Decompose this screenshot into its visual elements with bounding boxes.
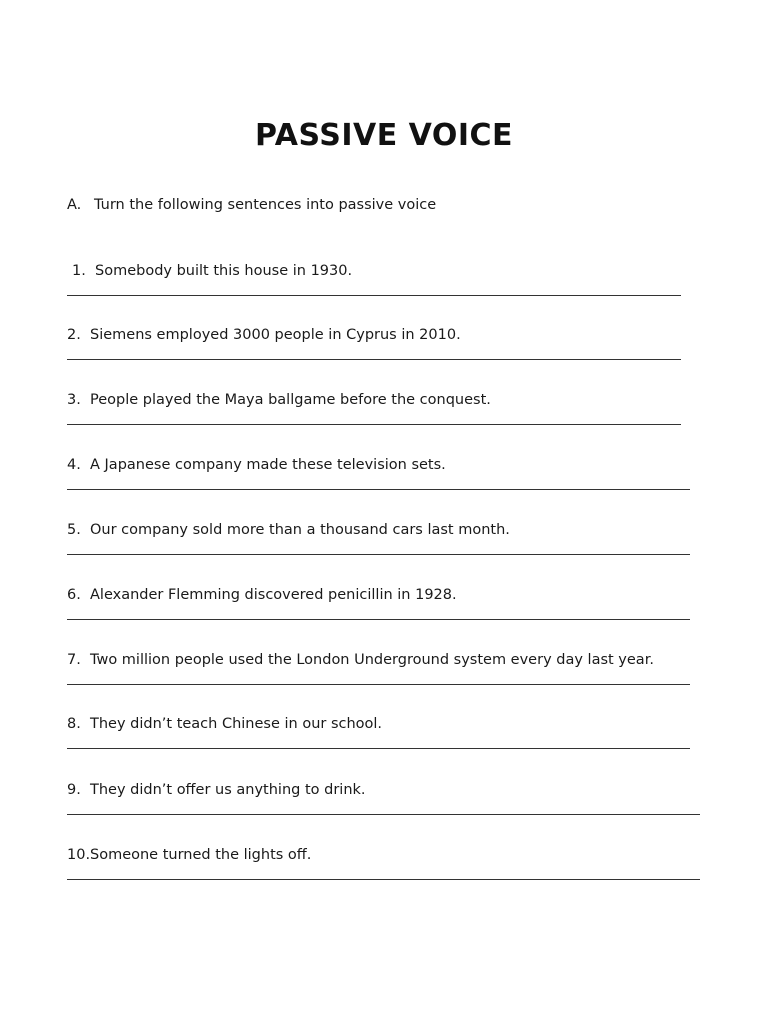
question-item bbox=[67, 520, 707, 555]
question-text bbox=[67, 325, 707, 345]
question-sentence: Someone turned the lights off. bbox=[90, 847, 312, 863]
question-number: 5. bbox=[67, 522, 81, 538]
answer-line[interactable] bbox=[67, 748, 690, 749]
question-sentence: People played the Maya ballgame before the conquest. bbox=[90, 392, 491, 408]
question-item bbox=[67, 845, 707, 880]
question-item bbox=[67, 650, 707, 685]
answer-line[interactable] bbox=[67, 684, 690, 685]
question-number: 2. bbox=[67, 327, 81, 343]
answer-line[interactable] bbox=[67, 424, 681, 425]
question-number: 8. bbox=[67, 716, 81, 732]
answer-line[interactable] bbox=[67, 554, 690, 555]
question-sentence: A Japanese company made these television sets. bbox=[90, 457, 446, 473]
question-text bbox=[67, 845, 707, 865]
question-number: 1. bbox=[72, 263, 86, 279]
question-text bbox=[67, 261, 707, 281]
question-number: 10. bbox=[67, 847, 91, 863]
question-text bbox=[67, 455, 707, 475]
answer-line[interactable] bbox=[67, 489, 690, 490]
question-item bbox=[67, 780, 707, 815]
instruction-marker: A. bbox=[67, 197, 82, 213]
answer-line[interactable] bbox=[67, 814, 700, 815]
question-number: 6. bbox=[67, 587, 81, 603]
page-title: PASSIVE VOICE bbox=[255, 118, 513, 153]
question-sentence: Somebody built this house in 1930. bbox=[95, 263, 353, 279]
question-item bbox=[67, 390, 707, 425]
question-sentence: Two million people used the London Underground system every day last year. bbox=[90, 652, 654, 668]
question-text bbox=[67, 520, 707, 540]
question-sentence: Siemens employed 3000 people in Cyprus in 2010. bbox=[90, 327, 461, 343]
question-sentence: They didn’t teach Chinese in our school. bbox=[90, 716, 383, 732]
question-number: 4. bbox=[67, 457, 81, 473]
question-sentence: They didn’t offer us anything to drink. bbox=[90, 782, 366, 798]
instruction-text: Turn the following sentences into passive voice bbox=[94, 197, 437, 213]
question-item bbox=[67, 325, 707, 360]
question-number: 3. bbox=[67, 392, 81, 408]
question-number: 7. bbox=[67, 652, 81, 668]
question-item bbox=[67, 455, 707, 490]
answer-line[interactable] bbox=[67, 359, 681, 360]
question-text bbox=[67, 650, 707, 670]
answer-line[interactable] bbox=[67, 295, 681, 296]
question-sentence: Our company sold more than a thousand cars last month. bbox=[90, 522, 510, 538]
question-number: 9. bbox=[67, 782, 81, 798]
question-sentence: Alexander Flemming discovered penicillin in 1928. bbox=[90, 587, 457, 603]
question-text bbox=[67, 585, 707, 605]
instruction bbox=[67, 197, 436, 213]
question-item bbox=[67, 585, 707, 620]
question-text bbox=[67, 780, 707, 800]
question-item bbox=[67, 714, 707, 749]
answer-line[interactable] bbox=[67, 879, 700, 880]
question-text bbox=[67, 390, 707, 410]
answer-line[interactable] bbox=[67, 619, 690, 620]
question-item bbox=[67, 261, 707, 296]
question-text bbox=[67, 714, 707, 734]
